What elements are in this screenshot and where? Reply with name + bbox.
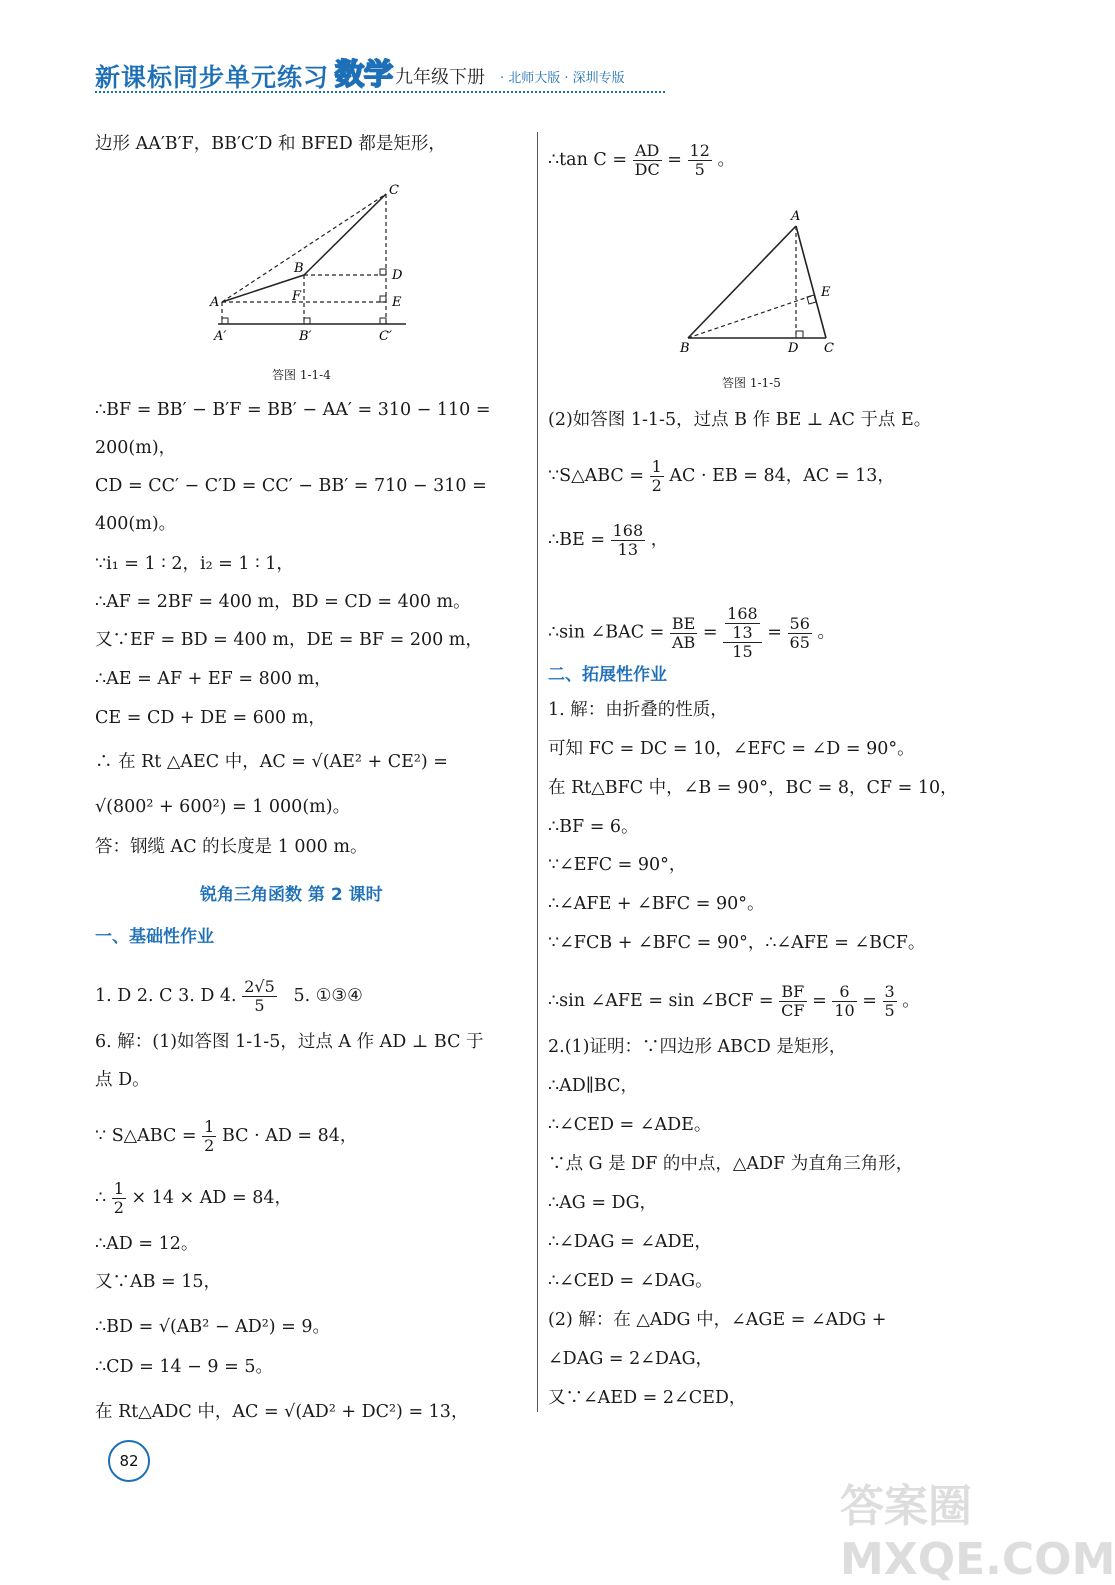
denominator: 2 bbox=[651, 476, 662, 495]
formula-line bbox=[95, 1180, 292, 1217]
segment-BC bbox=[304, 194, 386, 275]
text-line: ∴∠DAG = ∠ADE， bbox=[548, 1232, 712, 1252]
numerator: 2√5 bbox=[244, 977, 275, 996]
fraction bbox=[788, 615, 812, 652]
numerator: 168 bbox=[612, 521, 644, 540]
text-line: ∴∠CED = ∠DAG。 bbox=[548, 1271, 713, 1291]
text-line: ∠DAG = 2∠DAG， bbox=[548, 1349, 714, 1369]
text-line: √(800² + 600²) = 1 000(m)。 bbox=[95, 797, 351, 817]
fraction bbox=[611, 522, 646, 559]
formula-line bbox=[548, 458, 895, 495]
text: 。 bbox=[902, 991, 920, 1011]
segment-BE bbox=[688, 295, 814, 338]
answer-5: 5. ①③④ bbox=[293, 986, 363, 1006]
segment-AC bbox=[796, 226, 826, 338]
numerator: 168 bbox=[727, 604, 758, 623]
fraction bbox=[688, 142, 712, 179]
text-line: ∵i₁ = 1 ∶ 2，i₂ = 1 ∶ 1， bbox=[95, 554, 294, 574]
text-line: 可知 FC = DC = 10，∠EFC = ∠D = 90°。 bbox=[548, 739, 915, 759]
denominator: 5 bbox=[884, 1001, 895, 1020]
text-line: ∴CD = 14 − 9 = 5。 bbox=[95, 1357, 273, 1377]
inner-fraction bbox=[725, 605, 760, 642]
label-C: C bbox=[824, 341, 834, 356]
section-title: 锐角三角函数 第 2 课时 bbox=[200, 885, 383, 905]
fraction bbox=[832, 983, 856, 1020]
numerator: 1 bbox=[113, 1179, 124, 1198]
header-divider bbox=[95, 91, 665, 93]
text: = bbox=[702, 622, 718, 643]
denominator: 5 bbox=[254, 996, 265, 1015]
text-line: ∴AF = 2BF = 400 m，BD = CD = 400 m。 bbox=[95, 592, 471, 612]
denominator: 65 bbox=[789, 632, 810, 652]
text: ∵S△ABC = bbox=[548, 466, 645, 486]
label-C: C bbox=[389, 183, 399, 198]
text-line: 6. 解：(1)如答图 1-1-5，过点 A 作 AD ⊥ BC 于 bbox=[95, 1032, 484, 1052]
label-A1: A′ bbox=[214, 329, 227, 344]
segment-AB bbox=[688, 226, 796, 338]
label-A: A bbox=[210, 295, 220, 310]
text: = bbox=[812, 991, 827, 1011]
label-F: F bbox=[292, 289, 302, 304]
column-divider bbox=[537, 132, 538, 1412]
fraction bbox=[670, 615, 697, 652]
formula-line bbox=[548, 142, 735, 179]
text: 。 bbox=[817, 622, 835, 643]
fraction bbox=[633, 142, 662, 179]
figure-1-1-5 bbox=[670, 200, 840, 360]
numerator: BF bbox=[779, 983, 806, 1002]
grade-label: 九年级下册 bbox=[395, 67, 485, 88]
text-line: (2)如答图 1-1-5，过点 B 作 BE ⊥ AC 于点 E。 bbox=[548, 410, 932, 430]
formula-line bbox=[548, 605, 835, 661]
text-line: ∵∠FCB + ∠BFC = 90°，∴∠AFE = ∠BCF。 bbox=[548, 933, 926, 953]
label-E: E bbox=[821, 285, 831, 300]
text-line: ∴∠AFE + ∠BFC = 90°。 bbox=[548, 894, 765, 914]
figure-1-1-4 bbox=[200, 178, 420, 350]
denominator: AB bbox=[671, 632, 696, 652]
formula-line bbox=[548, 522, 668, 559]
fraction bbox=[242, 978, 277, 1015]
denominator: 10 bbox=[834, 1001, 855, 1020]
text: × 14 × AD = 84， bbox=[131, 1188, 292, 1208]
text-line: 在 Rt△ADC 中，AC = √(AD² + DC²) = 13， bbox=[95, 1402, 469, 1422]
text-line: 1. 解：由折叠的性质， bbox=[548, 700, 728, 720]
answers-1-4: 1. D 2. C 3. D 4. bbox=[95, 986, 237, 1006]
fraction bbox=[779, 983, 806, 1020]
fraction bbox=[883, 983, 897, 1020]
text: ∵ S△ABC = bbox=[95, 1126, 197, 1146]
text-line: ∴AD = 12。 bbox=[95, 1234, 199, 1254]
numerator: 12 bbox=[689, 141, 710, 160]
text: = bbox=[667, 150, 682, 170]
denominator: 13 bbox=[732, 623, 753, 642]
text-line: ∴BD = √(AB² − AD²) = 9。 bbox=[95, 1317, 331, 1337]
part-heading: 一、基础性作业 bbox=[95, 927, 214, 947]
label-E: E bbox=[392, 295, 402, 310]
text: ∴BE = bbox=[548, 530, 605, 550]
text-line: 200(m)， bbox=[95, 438, 177, 458]
subject-title: 数学 bbox=[335, 57, 394, 91]
compound-fraction bbox=[723, 605, 762, 661]
text-line: ∴ 在 Rt △AEC 中，AC = √(AE² + CE²) = bbox=[95, 752, 448, 772]
edition-label: · 北师大版 · 深圳专版 bbox=[500, 71, 625, 86]
text-line: 又∵EF = BD = 400 m，DE = BF = 200 m， bbox=[95, 630, 483, 650]
numerator: 56 bbox=[789, 613, 810, 633]
denominator: CF bbox=[781, 1001, 805, 1020]
text: ∴ bbox=[95, 1188, 107, 1208]
numerator: AD bbox=[633, 142, 662, 161]
label-B1: B′ bbox=[299, 329, 312, 344]
numerator: BE bbox=[671, 613, 696, 633]
text-line: ∴AG = DG， bbox=[548, 1193, 658, 1213]
formula-line bbox=[95, 1118, 357, 1155]
text-line: CE = CD + DE = 600 m， bbox=[95, 708, 326, 728]
text: ∴sin ∠AFE = sin ∠BCF = bbox=[548, 991, 774, 1011]
figure-caption: 答图 1-1-5 bbox=[722, 376, 781, 390]
text-line: CD = CC′ − C′D = CC′ − BB′ = 710 − 310 = bbox=[95, 476, 487, 496]
label-B: B bbox=[294, 261, 304, 276]
part-heading: 二、拓展性作业 bbox=[548, 665, 667, 685]
right-angle-mark bbox=[222, 318, 228, 324]
numerator bbox=[723, 605, 762, 643]
denominator: DC bbox=[634, 160, 660, 179]
label-C1: C′ bbox=[379, 329, 392, 344]
label-D: D bbox=[788, 341, 799, 356]
fraction bbox=[112, 1180, 126, 1217]
right-angle-mark bbox=[380, 269, 386, 275]
right-angle-mark bbox=[380, 318, 386, 324]
formula-line bbox=[548, 983, 920, 1020]
right-angle-mark bbox=[304, 318, 310, 324]
numerator: 3 bbox=[884, 982, 895, 1001]
text-line: ∴BF = 6。 bbox=[548, 817, 639, 837]
numerator: 6 bbox=[832, 983, 856, 1002]
text-line: 又∵AB = 15， bbox=[95, 1272, 222, 1292]
text-line: ∵∠EFC = 90°， bbox=[548, 855, 687, 875]
text-line: ∴∠CED = ∠ADE。 bbox=[548, 1115, 712, 1135]
text-line: 边形 AA′B′F，BB′C′D 和 BFED 都是矩形， bbox=[95, 134, 446, 154]
right-angle-mark bbox=[807, 295, 816, 304]
denominator: 2 bbox=[113, 1198, 124, 1217]
denominator: 13 bbox=[617, 540, 639, 559]
text-line: ∴AE = AF + EF = 800 m， bbox=[95, 669, 332, 689]
text: ， bbox=[650, 530, 669, 550]
text-line: ∴AD∥BC， bbox=[548, 1076, 638, 1096]
text: = bbox=[767, 622, 782, 643]
text: BC · AD = 84， bbox=[221, 1126, 358, 1146]
text: 。 bbox=[717, 150, 735, 170]
denominator: 5 bbox=[694, 160, 705, 179]
text: ∴sin ∠BAC = bbox=[548, 622, 665, 643]
text-line: 400(m)。 bbox=[95, 514, 177, 534]
watermark: 答案圈 MXQE.COM bbox=[840, 1481, 1115, 1585]
page-number: 82 bbox=[108, 1440, 150, 1482]
text-line: (2) 解：在 △ADG 中，∠AGE = ∠ADG + bbox=[548, 1310, 887, 1330]
numerator: 1 bbox=[651, 457, 662, 476]
label-D: D bbox=[392, 268, 403, 283]
right-angle-mark bbox=[380, 296, 386, 302]
text-line: 答：钢缆 AC 的长度是 1 000 m。 bbox=[95, 837, 368, 857]
text-line: 点 D。 bbox=[95, 1070, 150, 1090]
text: = bbox=[862, 991, 877, 1011]
right-angle-mark bbox=[796, 331, 803, 338]
figure-caption: 答图 1-1-4 bbox=[272, 368, 331, 382]
fraction bbox=[202, 1118, 216, 1155]
series-title: 新课标同步单元练习 bbox=[95, 63, 330, 92]
numerator: 1 bbox=[204, 1117, 215, 1136]
denominator: 2 bbox=[204, 1136, 215, 1155]
text: AC · EB = 84，AC = 13， bbox=[669, 466, 895, 486]
text-line: 2.(1)证明：∵四边形 ABCD 是矩形， bbox=[548, 1037, 847, 1057]
text-line: ∴BF = BB′ − B′F = BB′ − AA′ = 310 − 110 = bbox=[95, 400, 491, 420]
fraction bbox=[650, 458, 664, 495]
text: ∴tan C = bbox=[548, 150, 628, 170]
text-line: 又∵∠AED = 2∠CED， bbox=[548, 1388, 747, 1408]
label-A: A bbox=[791, 209, 801, 224]
denominator: 15 bbox=[732, 642, 753, 661]
answer-line bbox=[95, 978, 363, 1015]
text-line: ∵点 G 是 DF 的中点，△ADF 为直角三角形， bbox=[548, 1154, 914, 1174]
label-B: B bbox=[680, 341, 690, 356]
text-line: 在 Rt△BFC 中，∠B = 90°，BC = 8，CF = 10， bbox=[548, 778, 958, 798]
